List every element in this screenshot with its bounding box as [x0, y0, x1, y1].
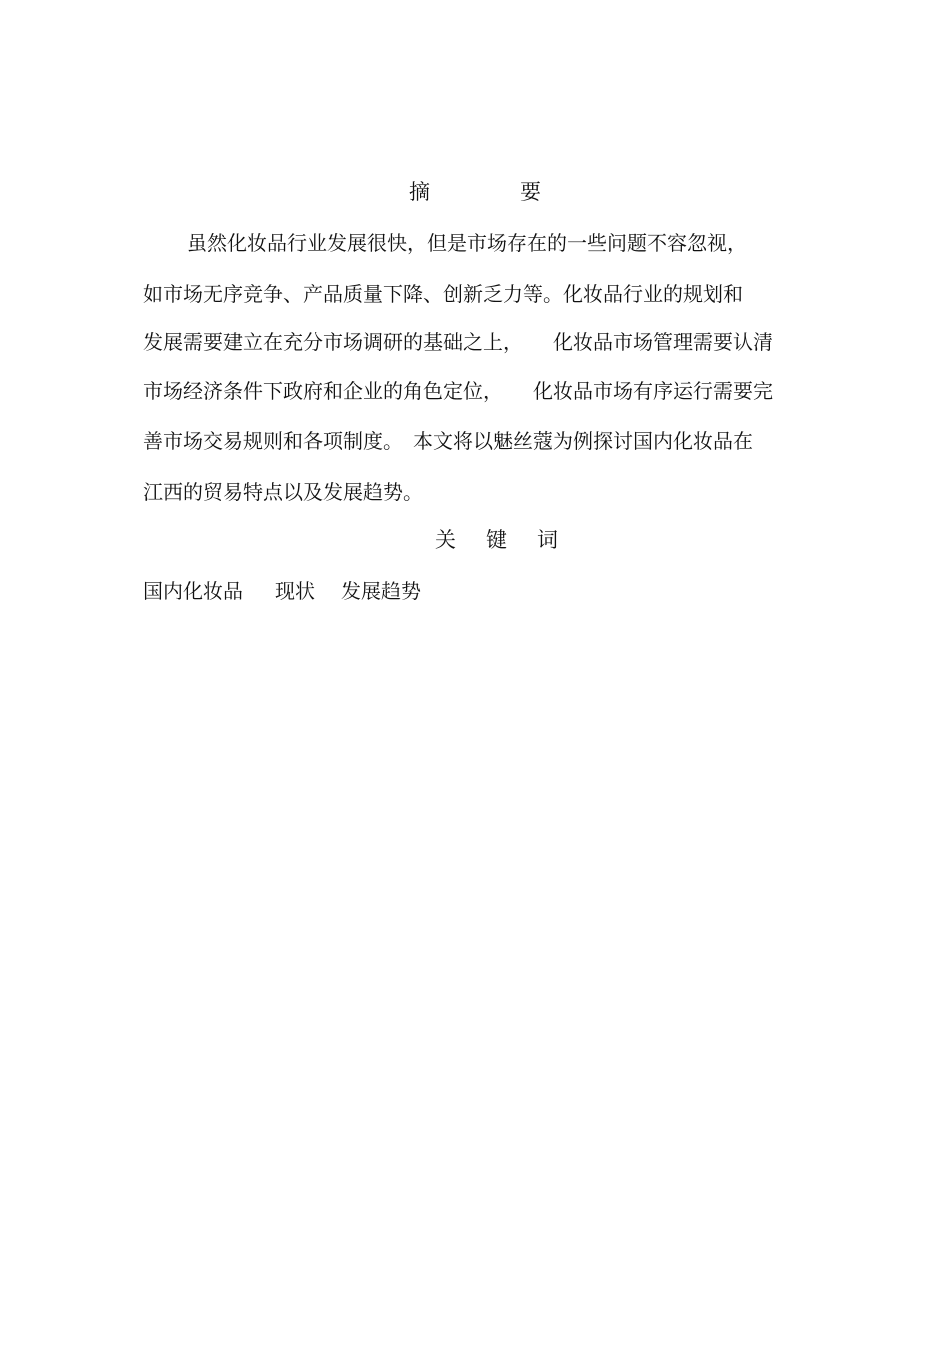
abstract-line-2: 如市场无序竞争、产品质量下降、创新乏力等。化妆品行业的规划和: [143, 282, 743, 306]
keywords-heading-char-1: 关: [435, 528, 456, 552]
abstract-heading: [0, 180, 950, 204]
keywords-heading-char-2: 键: [486, 528, 507, 552]
abstract-heading-char-2: 要: [520, 180, 541, 204]
keywords-list: [143, 579, 421, 603]
keyword-item: 发展趋势: [341, 579, 421, 603]
abstract-line-4: 市场经济条件下政府和企业的角色定位， 化妆品市场有序运行需要完: [143, 379, 773, 403]
abstract-line-6: 江西的贸易特点以及发展趋势。: [143, 480, 423, 504]
abstract-line-5: 善市场交易规则和各项制度。 本文将以魅丝蔻为例探讨国内化妆品在: [143, 429, 753, 453]
abstract-line-3: 发展需要建立在充分市场调研的基础之上， 化妆品市场管理需要认清: [143, 330, 773, 354]
keywords-heading: [435, 528, 558, 552]
abstract-heading-char-1: 摘: [409, 180, 430, 204]
keyword-item: 现状: [275, 579, 315, 603]
abstract-line-1: 虽然化妆品行业发展很快，但是市场存在的一些问题不容忽视，: [187, 231, 747, 255]
keywords-heading-char-3: 词: [537, 528, 558, 552]
keyword-item: 国内化妆品: [143, 579, 243, 603]
